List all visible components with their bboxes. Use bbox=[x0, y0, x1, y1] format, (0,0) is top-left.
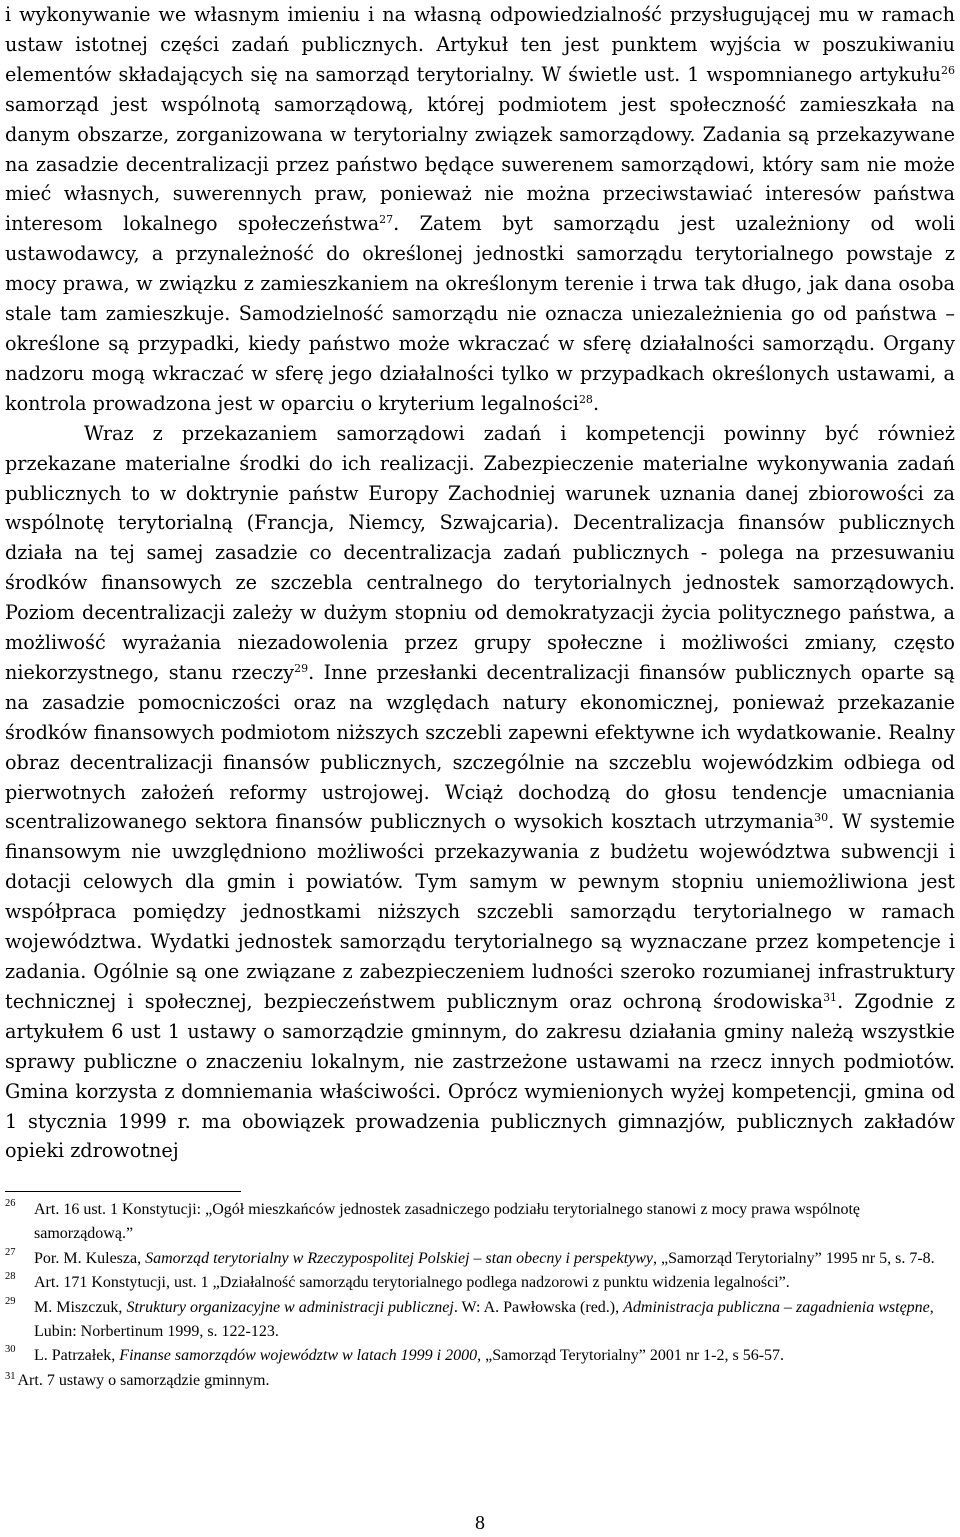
footnote-30 bbox=[5, 1344, 955, 1368]
footnote-source: , „Samorząd Terytorialny” 1995 nr 5, s. 7-8. bbox=[653, 1249, 935, 1267]
footnote-book-title: Administracja publiczna – zagadnienia wstępne bbox=[623, 1298, 930, 1316]
footnote-ref-27[interactable]: 27 bbox=[379, 213, 394, 227]
footnote-number: 26 bbox=[5, 1198, 16, 1209]
footnote-text bbox=[34, 1296, 955, 1345]
footnote-title: Samorząd terytorialny w Rzeczypospolitej Polskiej – stan obecny i perspektywy bbox=[145, 1249, 654, 1267]
paragraph-1 bbox=[5, 0, 955, 419]
footnote-number: 28 bbox=[5, 1271, 16, 1283]
footnotes bbox=[5, 1198, 955, 1393]
main-text bbox=[5, 0, 955, 1166]
footnote-29 bbox=[5, 1296, 955, 1345]
paragraph-2-text-3: . W systemie finansowym nie uwzględniono możliwości przekazywania z budżetu województwa subwencji i dotacji celowych dla gmin i powiatów. Tym samym w pewnym stopniu uniemożliwiona jest współpraca pomiędzy jednostkami niższych szczebli samorządu terytorialnego w ramach województwa. Wydatki jednostek samorządu terytorialnego są wyznaczane przez kompetencje i zadania. Ogólnie są one związane z zabezpieczeniem ludności szeroko rozumianej infrastruktury technicznej i społecznej, bezpieczeństwem publicznym oraz ochroną środowiska bbox=[5, 810, 955, 1013]
paragraph-1-text-2: samorząd jest wspólnotą samorządową, której podmiotem jest społeczność zamieszkała na danym obszarze, zorganizowana w terytorialny związek samorządowy. Zadania są przekazywane na zasadzie decentralizacji przez państwo będące suwerenem samorządowi, który sam nie może mieć własnych, suwerennych praw, ponieważ nie można przeciwstawiać interesów państwa interesom lokalnego społeczeństwa bbox=[5, 92, 955, 236]
footnote-number: 27 bbox=[5, 1246, 16, 1258]
footnote-ref-31[interactable]: 31 bbox=[823, 990, 838, 1004]
footnote-title: Struktury organizacyjne w administracji publicznej bbox=[126, 1298, 454, 1316]
footnote-ref-26[interactable]: 26 bbox=[941, 63, 955, 77]
footnote-text: Art. 16 ust. 1 Konstytucji: „Ogół mieszkańców jednostek zasadniczego podziału terytorialnego stanowi z mocy prawa wspólnotę samorządową.” bbox=[34, 1201, 861, 1243]
paragraph-1-text-4: . bbox=[592, 391, 600, 415]
footnote-author: Por. M. Kulesza, bbox=[34, 1249, 146, 1267]
footnote-31 bbox=[5, 1369, 955, 1393]
footnote-28 bbox=[5, 1271, 955, 1295]
footnote-text bbox=[34, 1247, 955, 1271]
paragraph-2 bbox=[5, 419, 955, 1167]
footnote-text: Art. 7 ustawy o samorządzie gminnym. bbox=[17, 1371, 270, 1389]
paragraph-1-text-3: . Zatem byt samorządu jest uzależniony od woli ustawodawcy, a przynależność do określonej jednostki samorządu terytorialnego powstaje z mocy prawa, w związku z zamieszkaniem na określonym terenie i trwa tak długo, jak dana osoba stale tam zamieszkuje. Samodzielność samorządu nie oznacza uniezależnienia go od państwa – określone są przypadki, kiedy państwo może wkraczać w sferę działalności samorządu. Organy nadzoru mogą wkraczać w sferę jego działalności tylko w przypadkach określonych ustawami, a kontrola prowadzona jest w oparciu o kryterium legalności bbox=[5, 212, 956, 415]
footnote-ref-30[interactable]: 30 bbox=[814, 811, 829, 825]
footnote-text bbox=[34, 1344, 955, 1368]
footnote-number: 29 bbox=[5, 1295, 16, 1307]
footnote-ref-29[interactable]: 29 bbox=[294, 661, 309, 675]
paragraph-1-text-1: i wykonywanie we własnym imieniu i na własną odpowiedzialność przysługującej mu w ramach ustaw istotnej części zadań publicznych. Artykuł ten jest punktem wyjścia w poszukiwaniu elementów składających się na samorząd terytorialny. W świetle ust. 1 wspomnianego artykułu bbox=[5, 3, 955, 86]
paragraph-2-text-1: Wraz z przekazaniem samorządowi zadań i kompetencji powinny być również przekazane materialne środki do ich realizacji. Zabezpieczenie materialne wykonywania zadań publicznych to w doktrynie państw Europy Zachodniej warunek uznania danej zbiorowości za wspólnotę terytorialną (Francja, Niemcy, Szwajcaria). Decentralizacja finansów publicznych działa na tej samej zasadzie co decentralizacja zadań publicznych - polega na przesuwaniu środków finansowych ze szczebla centralnego do terytorialnych jednostek samorządowych. Poziom decentralizacji zależy w dużym stopniu od demokratyzacji życia politycznego państwa, a możliwość wyrażania niezadowolenia przez grupy społeczne i możliwości zmiany, często niekorzystnego, stanu rzeczy bbox=[5, 421, 955, 684]
paragraph-2-text-2: . Inne przesłanki decentralizacji finansów publicznych oparte są na zasadzie pomocniczości oraz na względach natury ekonomicznej, ponieważ przekazanie środków finansowych podmiotom niższych szczebli zapewni efektywne ich wydatkowanie. Realny obraz decentralizacji finansów publicznych, szczególnie na szczeblu wojewódzkim odbiega od pierwotnych założeń reformy ustrojowej. Wciąż dochodzą do głosu tendencje umacniania scentralizowanego sektora finansów publicznych o wysokich kosztach utrzymania bbox=[5, 660, 955, 834]
page-number: 8 bbox=[475, 1512, 485, 1534]
footnote-ref-28[interactable]: 28 bbox=[578, 392, 593, 406]
footnote-editor: . W: A. Pawłowska (red.), bbox=[453, 1298, 624, 1316]
footnote-separator bbox=[5, 1191, 241, 1192]
footnote-source: , Lubin: Norbertinum 1999, s. 122-123. bbox=[34, 1298, 934, 1341]
footnote-27 bbox=[5, 1247, 955, 1271]
footnote-source: , „Samorząd Terytorialny” 2001 nr 1-2, s 56-57. bbox=[477, 1347, 785, 1365]
footnote-text: Art. 171 Konstytucji, ust. 1 „Działalność samorządu terytorialnego podlega nadzorowi z punktu widzenia legalności”. bbox=[34, 1274, 790, 1292]
footnote-author: M. Miszczuk, bbox=[34, 1298, 127, 1316]
footnote-number: 31 bbox=[5, 1370, 16, 1382]
footnote-number: 30 bbox=[5, 1344, 16, 1356]
paragraph-2-text-4: . Zgodnie z artykułem 6 ust 1 ustawy o samorządzie gminnym, do zakresu działania gminy należą wszystkie sprawy publiczne o znaczeniu lokalnym, nie zastrzeżone ustawami na rzecz innych podmiotów. Gmina korzysta z domniemania właściwości. Oprócz wymienionych wyżej kompetencji, gmina od 1 stycznia 1999 r. ma obowiązek prowadzenia publicznych gimnazjów, publicznych zakładów opieki zdrowotnej bbox=[5, 989, 955, 1163]
footnote-author: L. Patrzałek, bbox=[34, 1347, 120, 1365]
footnote-26 bbox=[5, 1198, 955, 1247]
footnote-title: Finanse samorządów województw w latach 1999 i 2000 bbox=[119, 1347, 478, 1365]
